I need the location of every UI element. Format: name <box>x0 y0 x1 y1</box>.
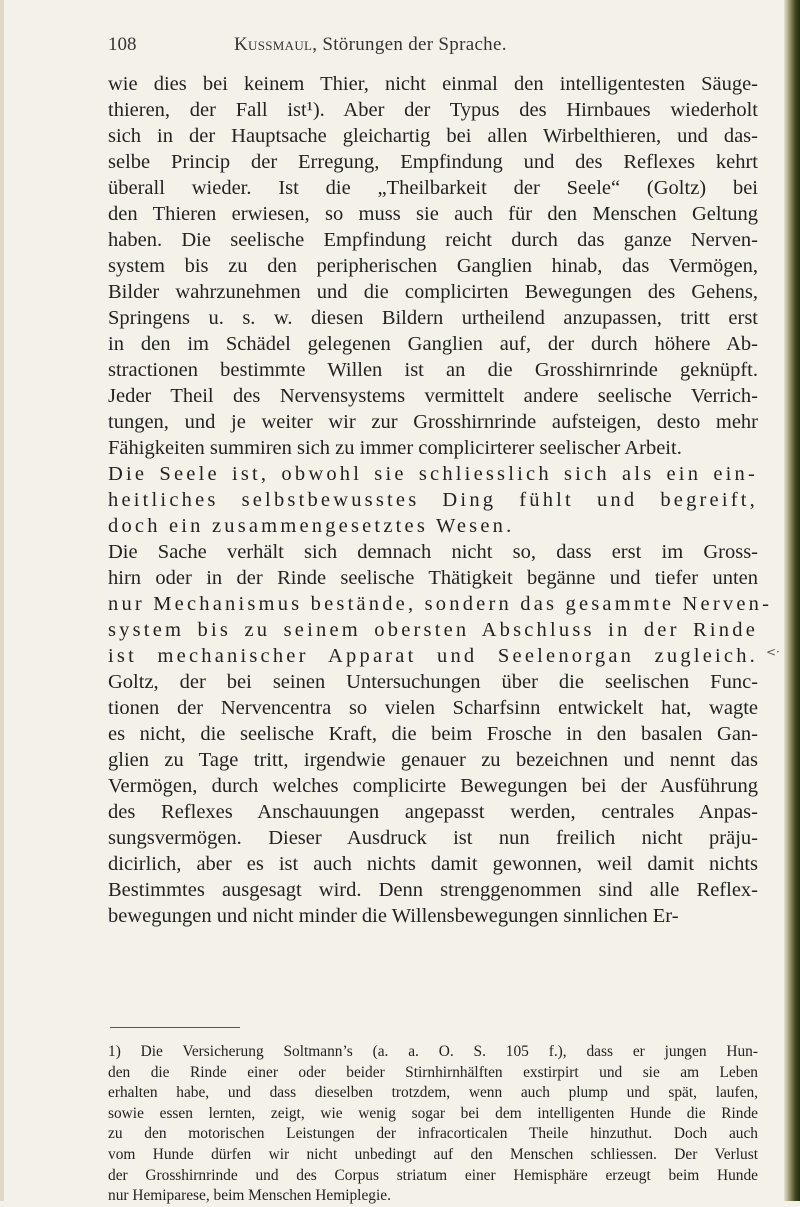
body-line: Fähigkeiten summiren sich zu immer complicirterer seelischer Arbeit. <box>108 437 682 459</box>
body-line: system bis zu seinem obersten Abschluss in der Rinde <box>108 619 758 641</box>
book-spine-edge <box>784 0 800 1201</box>
running-head-author: Kussmaul <box>234 34 313 55</box>
footnote <box>108 1042 758 1207</box>
body-line: wie dies bei keinem Thier, nicht einmal den intelligentesten Säuge- <box>108 73 758 95</box>
body-line: Jeder Theil des Nervensystems vermittelt andere seelische Verrich- <box>108 385 758 407</box>
body-line: ist mechanischer Apparat und Seelenorgan zugleich. <box>108 645 758 667</box>
footnote-line: den die Rinde einer oder beider Stirnhirnhälften exstirpirt und sie am Leben <box>108 1063 758 1081</box>
body-line: dicirlich, aber es ist auch nichts damit gewonnen, weil damit nichts <box>108 853 758 875</box>
body-line: es nicht, die seelische Kraft, die beim Frosche in den basalen Gan- <box>108 723 758 745</box>
body-line: thieren, der Fall ist¹). Aber der Typus des Hirnbaues wiederholt <box>108 99 758 121</box>
footnote-line: nur Hemiparese, beim Menschen Hemiplegie. <box>108 1187 391 1205</box>
footnote-line: der Grosshirnrinde und des Corpus striatum einer Hemisphäre erzeugt beim Hunde <box>108 1166 758 1184</box>
page-number: 108 <box>108 34 137 55</box>
footnote-line: erhalten habe, und dass dieselben trotzdem, wenn auch plump und spät, laufen, <box>108 1084 758 1102</box>
body-line: Die Seele ist, obwohl sie schliesslich sich als ein ein- <box>108 463 758 485</box>
body-line: den Thieren erwiesen, so muss sie auch für den Menschen Geltung <box>108 203 758 225</box>
body-line: nur Mechanismus bestände, sondern das gesammte Nerven- <box>108 593 773 615</box>
running-head-book-title: , Störungen der Sprache. <box>312 34 507 55</box>
body-line: sich in der Hauptsache gleichartig bei allen Wirbelthieren, und das- <box>108 125 758 147</box>
body-line: tungen, und je weiter wir zur Grosshirnrinde aufsteigen, desto mehr <box>108 411 758 433</box>
body-line: doch ein zusammengesetztes Wesen. <box>108 515 515 537</box>
body-line: system bis zu den peripherischen Ganglien hinab, das Vermögen, <box>108 255 758 277</box>
running-header <box>96 34 756 64</box>
body-line: in den im Schädel gelegenen Ganglien auf, der durch höhere Ab- <box>108 333 758 355</box>
body-line: tionen der Nervencentra so vielen Scharfsinn entwickelt hat, wagte <box>108 697 758 719</box>
body-line: haben. Die seelische Empfindung reicht durch das ganze Nerven- <box>108 229 758 251</box>
footnote-line: zu den motorischen Leistungen der infracorticalen Theile hinzuthut. Doch auch <box>108 1125 758 1143</box>
body-line: des Reflexes Anschauungen angepasst werden, centrales Anpas- <box>108 801 758 823</box>
body-line: heitliches selbstbewusstes Ding fühlt und begreift, <box>108 489 758 511</box>
body-line: Vermögen, durch welches complicirte Bewegungen bei der Ausführung <box>108 775 758 797</box>
page-left-edge <box>0 0 4 1201</box>
body-line: sungsvermögen. Dieser Ausdruck ist nun freilich nicht präju- <box>108 827 758 849</box>
body-line: bewegungen und nicht minder die Willensbewegungen sinnlichen Er- <box>108 905 679 927</box>
body-line: stractionen bestimmte Willen ist an die Grosshirnrinde geknüpft. <box>108 359 758 381</box>
body-text <box>108 71 773 929</box>
running-head-title <box>234 34 507 56</box>
footnote-rule <box>110 1027 240 1028</box>
margin-mark: <· <box>766 645 780 659</box>
body-line: hirn oder in der Rinde seelische Thätigkeit begänne und tiefer unten <box>108 567 758 589</box>
body-line: Goltz, der bei seinen Untersuchungen über die seelischen Func- <box>108 671 758 693</box>
body-line: Springens u. s. w. diesen Bildern urtheilend anzupassen, tritt erst <box>108 307 758 329</box>
footnote-line: sowie essen lernten, zeigt, wie wenig sogar bei dem intelligenten Hunde die Rinde <box>108 1104 758 1122</box>
body-line: glien zu Tage tritt, irgendwie genauer zu bezeichnen und nennt das <box>108 749 758 771</box>
footnote-line: 1) Die Versicherung Soltmann’s (a. a. O. S. 105 f.), dass er jungen Hun- <box>108 1043 758 1060</box>
body-line: Bilder wahrzunehmen und die complicirten Bewegungen des Gehens, <box>108 281 758 303</box>
body-line: Bestimmtes ausgesagt wird. Denn strenggenommen sind alle Reflex- <box>108 879 758 901</box>
body-line: überall wieder. Ist die „Theilbarkeit der Seele“ (Goltz) bei <box>108 177 758 199</box>
footnote-line: vom Hunde dürfen wir nicht unbedingt auf den Menschen schliessen. Der Verlust <box>108 1145 758 1163</box>
body-line: selbe Princip der Erregung, Empfindung und des Reflexes kehrt <box>108 151 758 173</box>
body-line: Die Sache verhält sich demnach nicht so, dass erst im Gross- <box>108 541 758 563</box>
